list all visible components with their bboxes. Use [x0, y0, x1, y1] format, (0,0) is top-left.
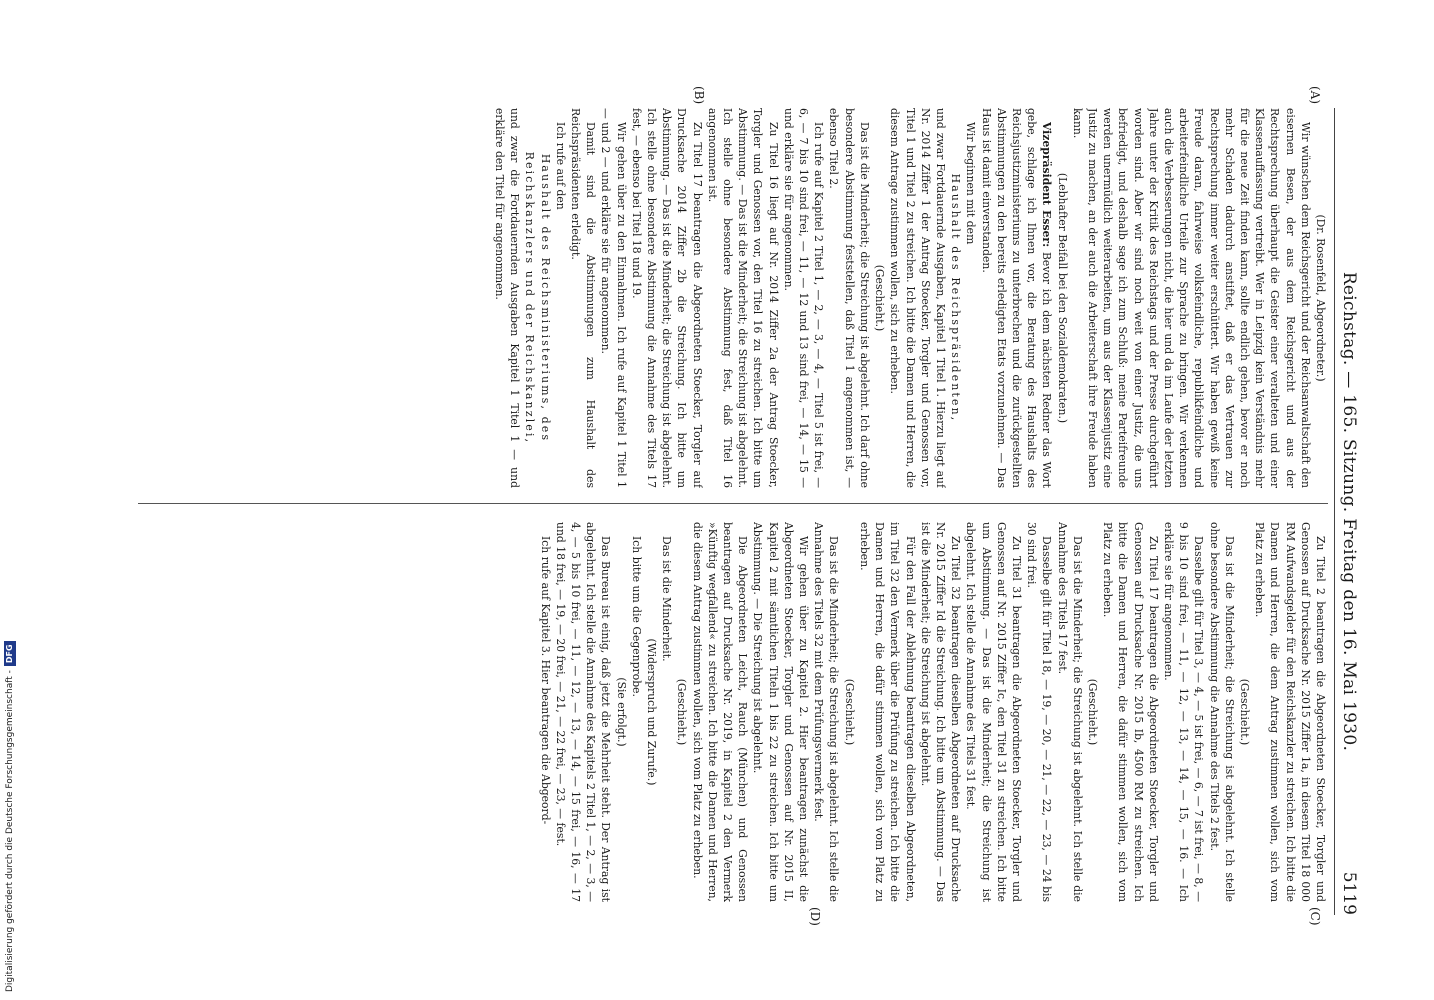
paragraph-text: Bevor ich dem nächsten Redner das Wort gebe, schlage ich Ihnen vor, die Beratung des Haushalts des Reichsjustizministeriums zu unterbrechen und die zurückgestellten Abstimmungen zu den bereits erledigten Etats vorzunehmen. — Das Haus ist damit einverstanden. [979, 108, 1054, 488]
page-header-title: Reichstag. — 165. Sitzung. Freitag den 16. Mai 1930. [1339, 271, 1359, 752]
paragraph: Für den Fall der Ablehnung beantragen dieselben Abgeordneten, im Titel 32 den Vermerk über die Prüfung zu streichen. Ich bitte die Damen und Herren, die dafür stimmen wollen, sich vom Platz zu erheben. [857, 522, 917, 902]
paragraph: Die Abgeordneten Leicht, Rauch (München) und Genossen beantragen auf Drucksache Nr. 2019, in Kapitel 2 den Vermerk »Künftig wegfallend« zu streichen. Ich bitte die Damen und Herren, die diesem Antrag zustimmen wollen, sich vom Platz zu erheben. [690, 522, 750, 902]
paragraph: Ich rufe auf Kapitel 2 Titel 1, — 2, — 3, — 4, — Titel 5 ist frei, — 6, — 7 bis 10 sind frei, — 11, — 12 und 13 sind frei, — 14, — 15 — und erkläre sie für angenommen. [781, 108, 826, 488]
margin-marker-d: (D) [808, 907, 822, 926]
paragraph: Das ist die Minderheit; die Streichung ist abgelehnt. Ich stelle die Annahme des Titels 17 fest. [1055, 522, 1084, 902]
paragraph: Das ist die Minderheit; die Streichung ist abgelehnt. Ich stelle ohne besondere Abstimmung die Annahme des Titels 2 fest. [1207, 522, 1236, 902]
margin-marker-a: (A) [1308, 86, 1322, 105]
margin-marker-b: (B) [692, 86, 706, 105]
reaction-note: (Geschieht.) [873, 264, 887, 332]
column-divider [138, 503, 1328, 504]
left-column [138, 108, 1328, 488]
paragraph: Das Bureau ist einig, daß jetzt die Mehrheit steht. Der Antrag ist abgelehnt. Ich stelle die Annahme des Kapitels 2 Titel 1, — 2, — 3, — 4, — 5 bis 10 frei, — 11, — 12, — 13, — 14, — 15 frei, — 16, — 17 und 18 frei, — 19, — 20 frei, — 21, — 22 frei, — 23, — fest. [553, 522, 613, 902]
section-heading: Haushalt des Reichspräsidenten, [949, 173, 963, 423]
paragraph: Das ist die Minderheit; die Streichung ist abgelehnt. Ich stelle die Annahme des Titels 32 mit dem Prüfungsvermerk fest. [812, 522, 841, 902]
reaction-note: (Sie erfolgt.) [614, 677, 628, 747]
page-number: 5119 [1339, 871, 1359, 915]
paragraph: Damit sind die Abstimmungen zum Haushalt des Reichspräsidenten erledigt. [569, 108, 598, 488]
paragraph: und zwar Fortdauernde Ausgaben, Kapitel 1 Titel 1. Hierzu liegt auf Nr. 2014 Ziffer 1 der Antrag Stoecker, Torgler und Genossen vor, Titel 1 und Titel 2 zu streichen. Ich bitte die Damen und Herren, die diesem Antrage zustimmen wollen, sich zu erheben. [888, 108, 947, 488]
paragraph: Dasselbe gilt für Titel 18, — 19, — 20, — 21, — 22, — 23, — 24 bis 30 sind frei. [1025, 522, 1054, 902]
paragraph: und zwar die Fortdauernden Ausgaben Kapitel 1 Titel 1 — und erkläre den Titel für angenommen. [493, 108, 522, 488]
reaction-note: (Geschieht.) [1085, 678, 1099, 746]
paragraph: Wir gehen über zu Kapitel 2. Hier beantragen zunächst die Abgeordneten Stoecker, Torgler und Genossen auf Nr. 2015 II, Kapitel 2 mit sämtlichen Titeln 1 bis 22 zu streichen. Ich bitte um Abstimmung. — Die Streichung ist abgelehnt. [751, 522, 811, 902]
paragraph: Das ist die Minderheit. [660, 536, 674, 662]
reaction-note: (Widerspruch und Zurufe.) [645, 638, 659, 786]
speaker-name: Vizepräsident Esser: [1040, 122, 1054, 248]
paragraph: Wir wünschen dem Reichsgericht und der Reichsanwaltschaft den eisernen Besen, der aus dem Reichsgericht und aus der Rechtsprechung überhaupt die Geister einer veralteten und einer Klassenauffassung vertreibt. Wer in Leipzig kein Verständnis mehr für die neue Zeit finden kann, sollte endlich gehen, bevor er noch mehr Schaden dadurch anstiftet, daß er das Vertrauen zur Rechtsprechung immer weiter erschüttert. Wir haben gewiß keine Freude daran, fahrweise volksfeindliche, republikfeindliche und arbeiterfeindliche Urteile zur Sprache zu bringen. Wir verkennen auch die Verbesserungen nicht, die hier und da im Laufe der letzten Jahre unter der Kritik des Reichstags und der Presse durchgeführt worden sind. Aber wir sind noch weit von einer Justiz, die uns befriedigt, und deshalb sage ich zum Schluß: meine Parteifreunde werden unermüdlich weiterarbeiten, um aus der Klassenjustiz eine Justiz zu machen, an der auch die Arbeiterschaft ihre Freude haben kann. [1070, 108, 1312, 488]
right-column [138, 522, 1328, 902]
digitization-credit-strip [0, 0, 20, 1000]
paragraph: Ich rufe auf den [553, 122, 567, 210]
paragraph: Zu Titel 16 liegt auf Nr. 2014 Ziffer 2a der Antrag Stoecker, Torgler und Genossen vor, den Titel 16 zu streichen. Ich bitte um Abstimmung. — Das ist die Minderheit; die Streichung ist abgelehnt. Ich stelle ohne besondere Abstimmung fest, daß Titel 16 angenommen ist. [705, 108, 780, 488]
paragraph: Zu Titel 2 beantragen die Abgeordneten Stoecker, Torgler und Genossen auf Drucksache Nr. 2015 Ziffer 1a, in diesem Titel 18 000 RM Aufwandsgelder für den Reichskanzler zu streichen. Ich bitte die Damen und Herren, die dem Antrag zustimmen wollen, sich vom Platz zu erheben. [1253, 522, 1327, 902]
paragraph: Zu Titel 17 beantragen die Abgeordneten Stoecker, Torgler und Genossen auf Drucksache Nr. 2015 Ib, 4500 RM zu streichen. Ich bitte die Damen und Herren, die dafür stimmen wollen, sich vom Platz zu erheben. [1101, 522, 1160, 902]
digitization-credit-text: Digitalisierung gefördert durch die Deutsche Forschungsgemeinschaft - [5, 670, 15, 992]
paragraph: Zu Titel 17 beantragen die Abgeordneten Stoecker, Torgler auf Drucksache 2014 Ziffer 2b die Streichung. Ich bitte um Abstimmung. — Das ist die Minderheit; die Streichung ist abgelehnt. Ich stelle ohne besondere Abstimmung die Annahme des Titels 17 fest, — ebenso bei Titel 18 und 19. [629, 108, 704, 488]
paragraph: Dasselbe gilt für Titel 3, — 4, — 5 ist frei, — 6, — 7 ist frei, — 8, — 9 bis 10 sind frei, — 11, — 12, — 13, — 14, — 15, — 16. — Ich erkläre sie für angenommen. [1161, 522, 1206, 902]
paragraph-with-speaker [978, 108, 1054, 488]
paragraph: Wir beginnen mit dem [964, 122, 978, 245]
paragraph: Zu Titel 32 beantragen dieselben Abgeordneten auf Drucksache Nr. 2015 Ziffer Id die Streichung. Ich bitte um Abstimmung. — Das ist die Minderheit; die Streichung ist abgelehnt. [918, 522, 963, 902]
digitization-credit [1, 0, 19, 1000]
reaction-note: (Lebhafter Beifall bei den Sozialdemokraten.) [1055, 172, 1069, 424]
speaker-attribution: (Dr. Rosenfeld, Abgeordneter.) [1314, 214, 1327, 382]
page-header [1336, 108, 1362, 915]
dfg-logo: DFG [4, 641, 16, 666]
reaction-note: (Geschieht.) [675, 678, 689, 746]
reaction-note: (Geschieht.) [1237, 678, 1251, 746]
reaction-note: (Geschieht.) [842, 678, 856, 746]
margin-marker-c: (C) [1308, 907, 1322, 926]
paragraph: Wir gehen über zu den Einnahmen. Ich rufe auf Kapitel 1 Titel 1 — und 2 — und erkläre sie für angenommen. [599, 108, 628, 488]
paragraph: Ich rufe auf Kapitel 3. Hier beantragen die Abgeord- [538, 536, 552, 825]
paragraph: Das ist die Minderheit; die Streichung ist abgelehnt. Ich darf ohne besondere Abstimmung feststellen, daß Titel 1 angenommen ist, — ebenso Titel 2. [827, 108, 871, 488]
header-rule [1334, 108, 1335, 915]
section-heading: Haushalt des Reichsministeriums, des Reichskanzlers und der Reichskanzlei, [523, 151, 552, 445]
paragraph: Ich bitte um die Gegenprobe. [629, 536, 643, 697]
paragraph: Zu Titel 31 beantragen die Abgeordneten Stoecker, Torgler und Genossen auf Nr. 2015 Ziffer Ic, den Titel 31 zu streichen. Ich bitte um Abstimmung. — Das ist die Minderheit; die Streichung ist abgelehnt. Ich stelle die Annahme des Titels 31 fest. [964, 522, 1023, 902]
